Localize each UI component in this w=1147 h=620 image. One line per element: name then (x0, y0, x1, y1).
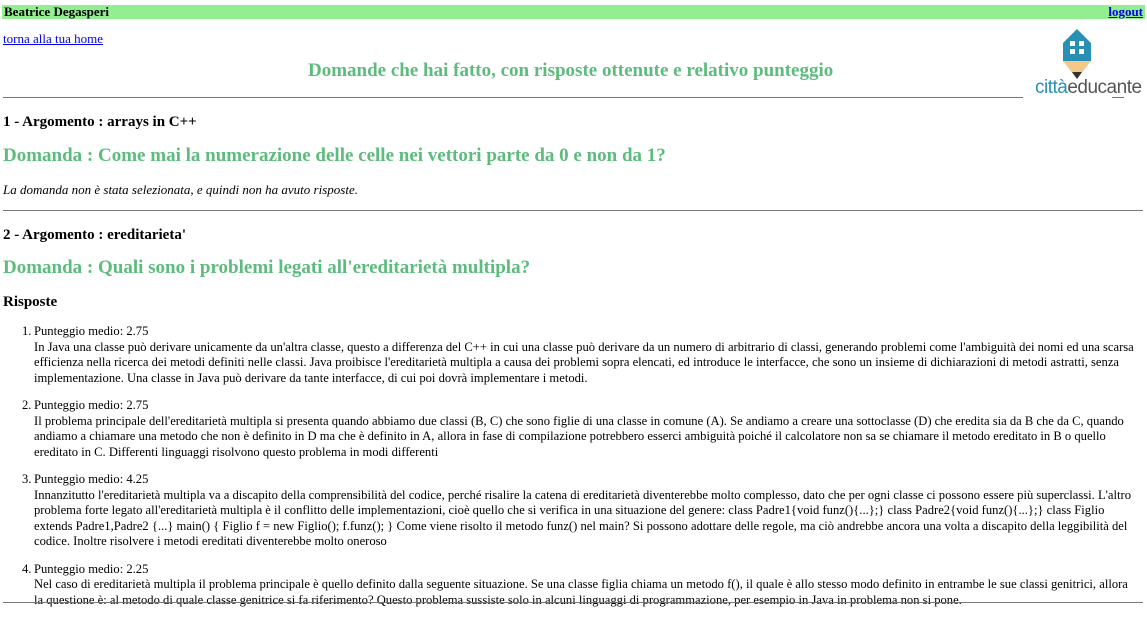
top-bar (2, 5, 1145, 19)
argument-label: 1 - Argomento : arrays in C++ (3, 114, 197, 130)
answer-number: 1. (22, 324, 32, 338)
answers-list (22, 324, 1140, 620)
answer-text: Il problema principale dell'ereditarietà multipla si presenta quando abbiamo due classi (B, C) che sono figlie di una classe in comune (A). Se andiamo a creare una sottoclasse (D) che eredita sia da B che da C, quando andiamo a chiamare una metodo che non è definito in D ma che è definito in A, allora in fase di compilazione potrebbero esserci ambiguità poiché il calcolatore non sa se chiamare il metodo ereditato in B o quello ereditato in C. Differenti linguaggi risolvono questo problema in modi differenti (34, 413, 1124, 459)
answer-score: Punteggio medio: 2.25 (34, 561, 149, 576)
answer-text: Innanzitutto l'ereditarietà multipla va a discapito della comprensibilità del codice, perché risalire la catena di ereditarietà diventerebbe molto complesso, dato che per ogni classe ci possono essere più superclassi. L'altro problema forte legato all'ereditarietà multipla è il conflitto delle implementazioni, cioè quello che si verifica in una situazione del genere: class Padre1{void funz(){...};} class Padre2{void funz(){...};} class Figlio extends Padre1,Padre2 {...} main() { Figlio f = new Figlio(); f.funz(); } Come viene risolto il metodo funz() nel main? Si possono adottare delle regole, ma ciò andrebbe ancora una volta a discapito della leggibilità del codice. Inoltre risolvere i metodi ereditati diventerebbe molto oneroso (34, 487, 1131, 548)
divider (3, 210, 1143, 211)
answer-score: Punteggio medio: 2.75 (34, 398, 149, 412)
answer-number: 2. (22, 398, 32, 412)
answers-heading: Risposte (3, 294, 58, 310)
divider (1112, 97, 1124, 98)
answer-score: Punteggio medio: 4.25 (34, 472, 149, 486)
argument-label: 2 - Argomento : ereditarieta' (3, 227, 186, 243)
user-name: Beatrice Degasperi (4, 4, 110, 19)
answer-score: Punteggio medio: 2.75 (34, 324, 149, 338)
answer-number: 4. (22, 561, 32, 576)
answer-item (22, 398, 1140, 460)
answer-item (22, 324, 1140, 386)
logo (1033, 27, 1142, 103)
divider (3, 97, 1023, 98)
logo-text: cittàeducante (1035, 77, 1142, 98)
home-link[interactable]: torna alla tua home (3, 31, 103, 46)
page-title: Domande che hai fatto, con risposte ottenute e relativo punteggio (308, 60, 834, 81)
house-pencil-icon (1033, 27, 1133, 79)
question-title: Domanda : Quali sono i problemi legati all'ereditarietà multipla? (3, 257, 531, 278)
answer-text: Nel caso di ereditarietà multipla il problema principale è quello definito dalla seguente situazione. Se una classe figlia chiama un metodo f(), il quale è allo stesso modo definito in entrambe le sue classi genitrici, allora la questione è: al metodo di quale classe genitrice si fa riferimento? Questo problema sussiste solo in alcuni linguaggi di programmazione, per esempio in Java in problema non si pone. (34, 577, 1128, 607)
logout-link[interactable]: logout (1108, 4, 1143, 19)
answer-number: 3. (22, 472, 32, 486)
question-title: Domanda : Come mai la numerazione delle celle nei vettori parte da 0 e non da 1? (3, 145, 666, 166)
answer-text: In Java una classe può derivare unicamente da un'altra classe, questo a differenza del C++ in cui una classe può derivare da un numero di arbitrario di classi, generando problemi come l'ambiguità dei nomi ed una scarsa efficienza nella ricerca dei metodi definiti nelle classi. Java proibisce l'ereditarietà multipla a causa dei problemi sopra elencati, ed introduce le interfacce, che sono un insieme di dichiarazioni di metodi astratti, senza implementazione. Una classe in Java può derivare da tante interfacce, di cui poi dovrà implementare i metodi. (34, 339, 1134, 385)
no-answers-note: La domanda non è stata selezionata, e quindi non ha avuto risposte. (3, 182, 358, 197)
answer-item (22, 472, 1140, 550)
divider (3, 602, 1143, 603)
